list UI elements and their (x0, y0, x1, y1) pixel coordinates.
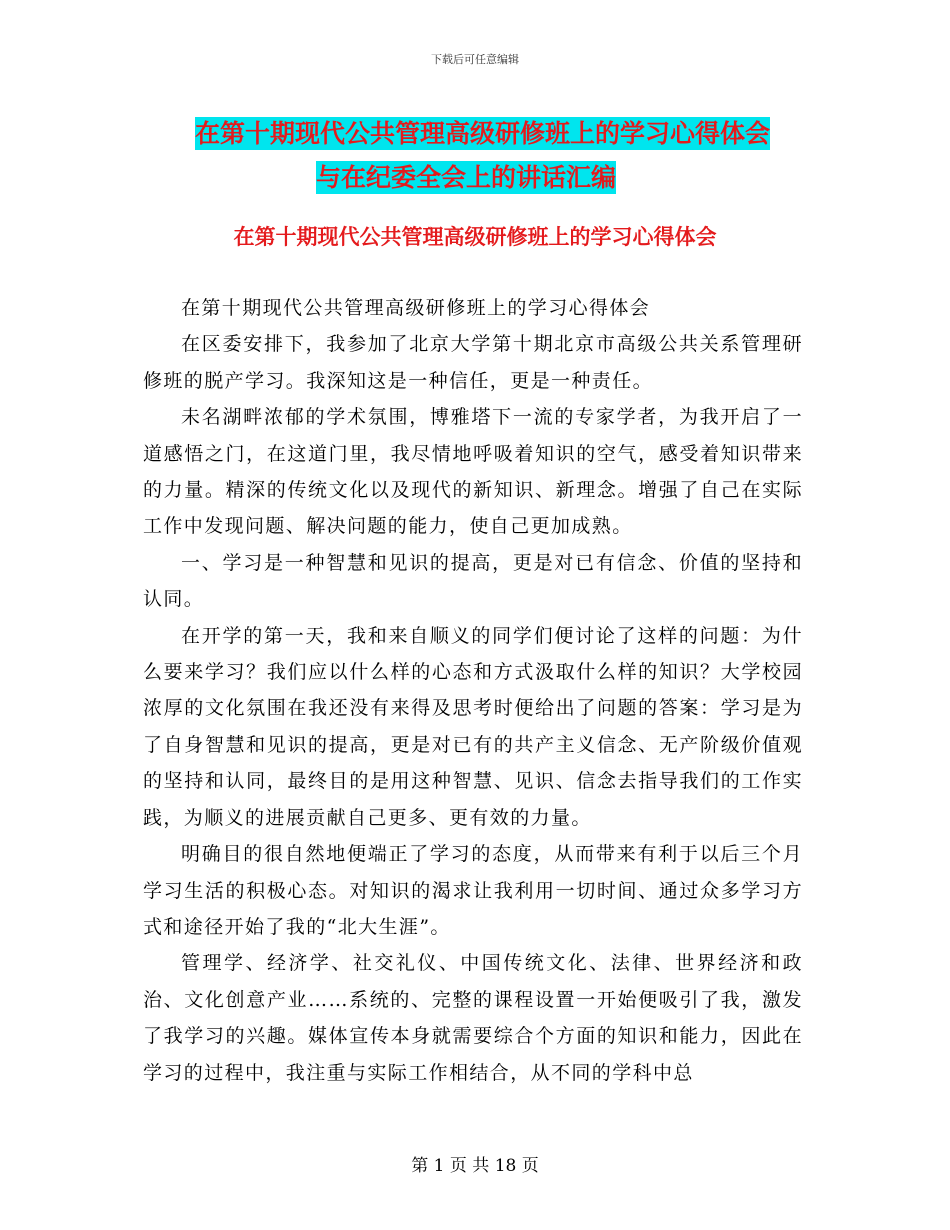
paragraph-2: 在区委安排下，我参加了北京大学第十期北京市高级公共关系管理研修班的脱产学习。我深知这是一种信任，更是一种责任。 (143, 333, 803, 392)
page-number: 第 1 页 共 18 页 (411, 1156, 539, 1176)
document-title (0, 112, 950, 200)
paragraph-6: 明确目的很自然地便端正了学习的态度，从而带来有利于以后三个月学习生活的积极心态。对知识的渴求让我利用一切时间、通过众多学习方式和途径开始了我的“北大生涯”。 (143, 843, 803, 938)
document-body (143, 290, 803, 1091)
paragraph-4: 一、学习是一种智慧和见识的提高，更是对已有信念、价值的坚持和认同。 (143, 551, 803, 611)
title-line-2-text: 与在纪委全会上的讲话汇编 (316, 163, 617, 192)
title-line-1-text: 在第十期现代公共管理高级研修班上的学习心得体会 (195, 119, 771, 148)
title-line-2 (0, 156, 950, 200)
paragraph-1: 在第十期现代公共管理高级研修班上的学习心得体会 (181, 297, 651, 319)
section-title: 在第十期现代公共管理高级研修班上的学习心得体会 (233, 225, 717, 249)
title-line-1 (0, 112, 950, 156)
paragraph-3: 未名湖畔浓郁的学术氛围，博雅塔下一流的专家学者，为我开启了一道感悟之门，在这道门里，我尽情地呼吸着知识的空气，感受着知识带来的力量。精深的传统文化以及现代的新知识、新理念。增强了自己在实际工作中发现问题、解决问题的能力，使自己更加成熟。 (143, 406, 803, 538)
paragraph-7: 管理学、经济学、社交礼仪、中国传统文化、法律、世界经济和政治、文化创意产业……系统的、完整的课程设置一开始便吸引了我，激发了我学习的兴趣。媒体宣传本身就需要综合个方面的知识和能力，因此在学习的过程中，我注重与实际工作相结合，从不同的学科中总 (143, 952, 803, 1084)
paragraph-5: 在开学的第一天，我和来自顺义的同学们便讨论了这样的问题：为什么要来学习？我们应以什么样的心态和方式汲取什么样的知识？大学校园浓厚的文化氛围在我还没有来得及思考时便给出了问题的答案：学习是为了自身智慧和见识的提高，更是对已有的共产主义信念、无产阶级价值观的坚持和认同，最终目的是用这种智慧、见识、信念去指导我们的工作实践，为顺义的进展贡献自己更多、更有效的力量。 (143, 624, 803, 829)
page-header-note: 下载后可任意编辑 (431, 53, 519, 66)
